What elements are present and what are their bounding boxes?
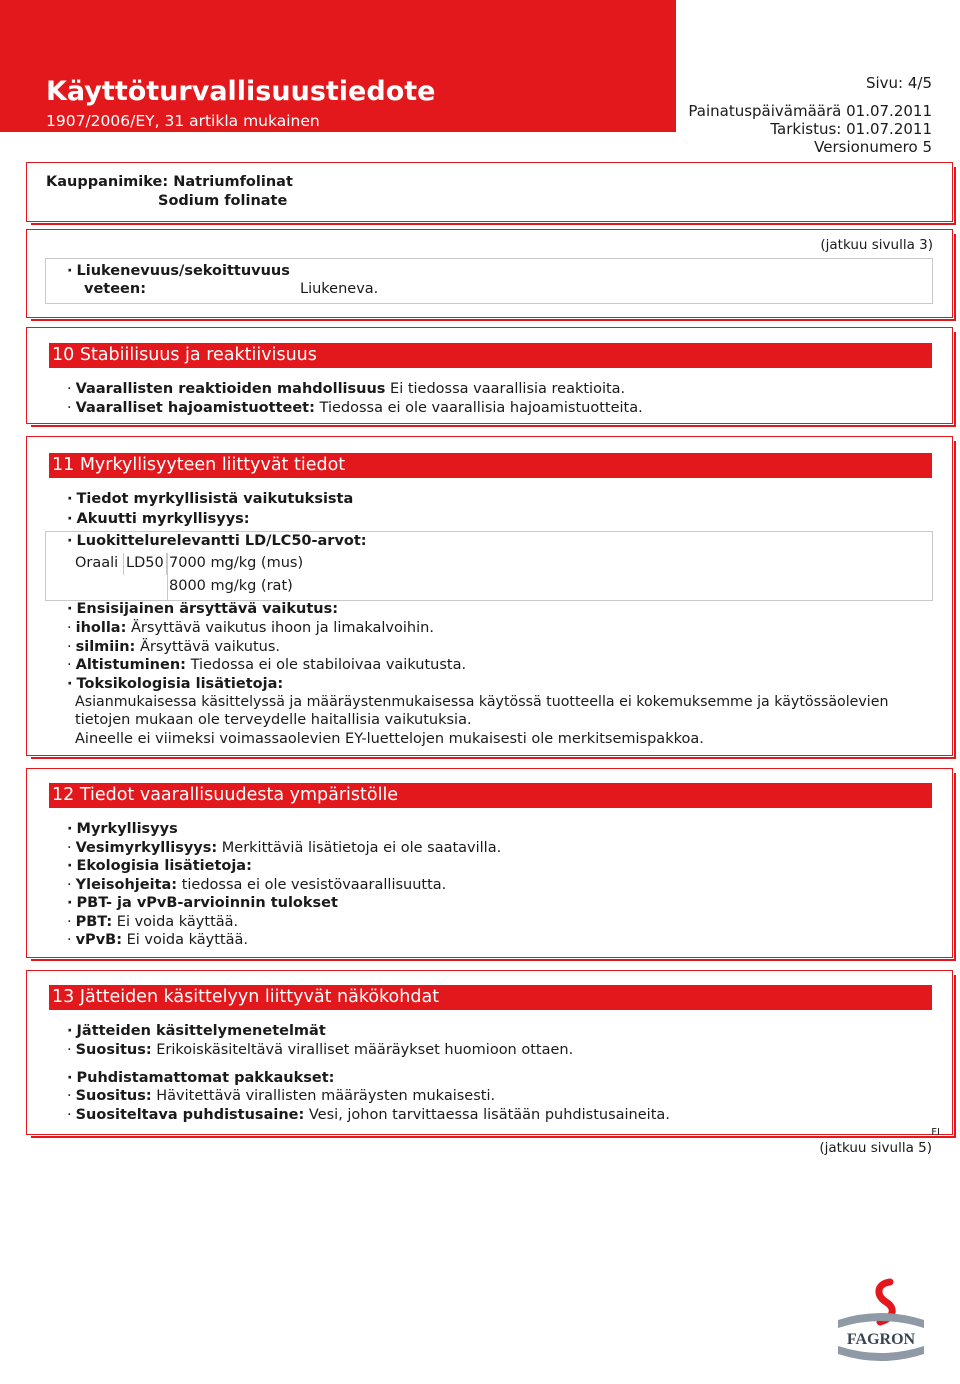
section-11-line-4: · Ensisijainen ärsyttävä vaikutus: (67, 601, 339, 617)
section-11-line-6: · silmiin: Ärsyttävä vaikutus. (67, 639, 280, 655)
section-11 (26, 436, 953, 756)
section-12-line-4: · Yleisohjeita: tiedossa ei ole vesistövaarallisuutta. (67, 877, 447, 893)
section-11-line-2: · Akuutti myrkyllisyys: (67, 511, 250, 527)
document-subtitle: 1907/2006/EY, 31 artikla mukainen (46, 112, 320, 130)
page-number: Sivu: 4/5 (865, 74, 932, 92)
section-13-line-3: · Puhdistamattomat pakkaukset: (67, 1070, 335, 1086)
fagron-logo (836, 1278, 926, 1378)
fagron-logo-icon (836, 1278, 926, 1378)
section-13-line-1: · Jätteiden käsittelymenetelmät (67, 1023, 326, 1039)
fagron-logo-text: FAGRON (846, 1331, 916, 1348)
section-11-line-7: · Altistuminen: Tiedossa ei ole stabiloivaa vaikutusta. (67, 657, 467, 673)
revision-date: Tarkistus: 01.07.2011 (770, 120, 932, 138)
continued-to: (jatkuu sivulla 5) (819, 1140, 932, 1156)
section-12-line-6: · PBT: Ei voida käyttää. (67, 914, 239, 930)
section-12-line-1: · Myrkyllisyys (67, 821, 178, 837)
document-title: Käyttöturvallisuustiedote (46, 76, 436, 107)
solubility-label-2: veteen: (84, 281, 147, 297)
section-11-title: 11 Myrkyllisyyteen liittyvät tiedot (49, 453, 932, 478)
section-13-title: 13 Jätteiden käsittelyyn liittyvät näkökohdat (49, 985, 932, 1010)
continued-from: (jatkuu sivulla 3) (820, 237, 933, 253)
section-10 (26, 327, 953, 424)
section-13 (26, 970, 953, 1135)
ld50-route: Oraali (75, 555, 119, 571)
section-11-line-5: · iholla: Ärsyttävä vaikutus ihoon ja limakalvoihin. (67, 620, 434, 636)
ld50-type: LD50 (126, 555, 164, 571)
trade-name-box (26, 162, 953, 222)
section-12-title: 12 Tiedot vaarallisuudesta ympäristölle (49, 783, 932, 808)
section-12-line-2: · Vesimyrkyllisyys: Merkittäviä lisätietoja ei ole saatavilla. (67, 840, 502, 856)
section-10-line-1: · Vaarallisten reaktioiden mahdollisuus Ei tiedossa vaarallisia reaktioita. (67, 381, 626, 397)
section-12-line-3: · Ekologisia lisätietoja: (67, 858, 252, 874)
version-number: Versionumero 5 (814, 138, 932, 156)
trade-name-2: Sodium folinate (158, 193, 288, 209)
section-13-line-4: · Suositus: Hävitettävä virallisten määräysten mukaisesti. (67, 1088, 496, 1104)
continuation-box (26, 229, 953, 318)
section-12-line-7: · vPvB: Ei voida käyttää. (67, 932, 248, 948)
trade-name-label: Kauppanimike: Natriumfolinat (46, 174, 293, 190)
section-11-paragraph-2: tietojen mukaan ole terveydelle haitallisia vaikutuksia. (75, 712, 472, 728)
ld50-header: · Luokittelurelevantti LD/LC50-arvot: (67, 533, 367, 549)
language-code: FI (931, 1127, 940, 1138)
section-12-line-5: · PBT- ja vPvB-arvioinnin tulokset (67, 895, 338, 911)
print-date: Painatuspäivämäärä 01.07.2011 (688, 102, 932, 120)
section-10-title: 10 Stabiilisuus ja reaktiivisuus (49, 343, 932, 368)
section-11-paragraph-1: Asianmukaisessa käsittelyssä ja määräystenmukaisessa käytössä tuotteella ei kokemuksemme ja käytössäolevien (75, 694, 889, 710)
solubility-value: Liukeneva. (300, 281, 379, 297)
section-11-paragraph-3: Aineelle ei viimeksi voimassaolevien EY-luettelojen mukaisesti ole merkitsemispakkoa. (75, 731, 704, 747)
section-12 (26, 768, 953, 958)
section-10-line-2: · Vaaralliset hajoamistuotteet: Tiedossa ei ole vaarallisia hajoamistuotteita. (67, 400, 643, 416)
section-13-line-2: · Suositus: Erikoiskäsiteltävä viralliset määräykset huomioon ottaen. (67, 1042, 574, 1058)
trade-name-1: Natriumfolinat (173, 174, 293, 190)
ld50-value-1: 7000 mg/kg (mus) (169, 555, 304, 571)
section-11-line-8: · Toksikologisia lisätietoja: (67, 676, 284, 692)
ld50-value-2: 8000 mg/kg (rat) (169, 578, 293, 594)
solubility-label-1: · Liukenevuus/sekoittuvuus (67, 263, 290, 279)
section-13-line-5: · Suositeltava puhdistusaine: Vesi, johon tarvittaessa lisätään puhdistusaineita. (67, 1107, 670, 1123)
ld50-value-divider (167, 553, 168, 601)
section-11-line-1: · Tiedot myrkyllisistä vaikutuksista (67, 491, 354, 507)
